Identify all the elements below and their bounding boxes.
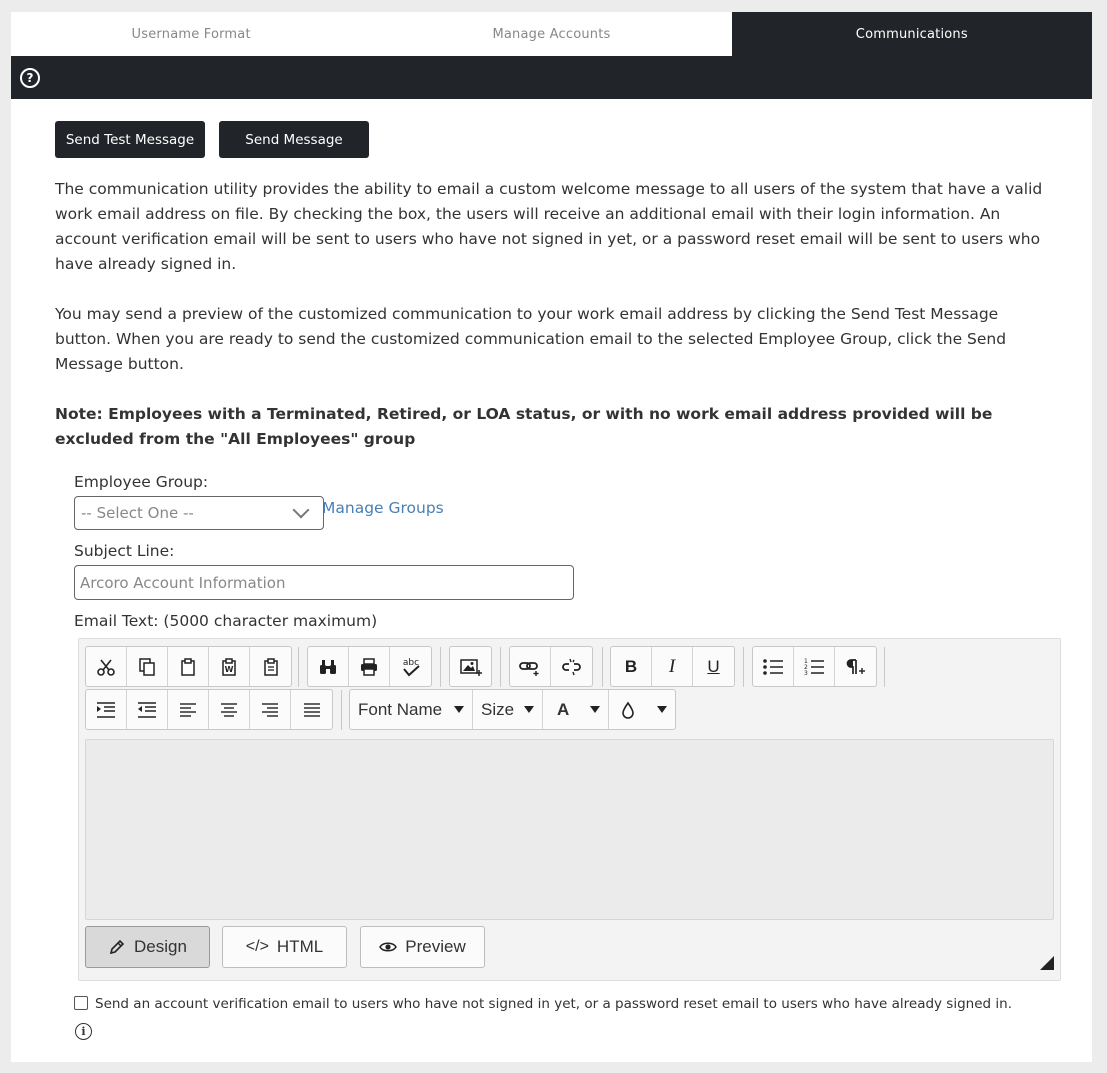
- design-mode-button[interactable]: [85, 926, 210, 968]
- align-center-icon[interactable]: [209, 690, 250, 729]
- color-drop-icon: [621, 701, 635, 719]
- preview-mode-button[interactable]: [360, 926, 485, 968]
- help-icon[interactable]: ?: [20, 68, 40, 88]
- toolbar-separator: [341, 690, 342, 730]
- email-text-label: Email Text: (5000 character maximum): [74, 612, 378, 630]
- communications-panel: [11, 12, 1092, 1062]
- insert-link-icon[interactable]: [510, 647, 551, 686]
- svg-text:2: 2: [804, 663, 808, 671]
- svg-text:3: 3: [804, 669, 808, 677]
- insert-image-icon[interactable]: [450, 647, 491, 686]
- font-toolbar-group: [349, 689, 676, 730]
- print-icon[interactable]: [349, 647, 390, 686]
- chevron-down-icon: [293, 502, 310, 519]
- tab-bar: [11, 12, 1092, 56]
- font-name-dropdown[interactable]: [350, 690, 473, 729]
- underline-icon[interactable]: U: [707, 656, 720, 676]
- tab-communications[interactable]: Communications: [732, 12, 1092, 56]
- subject-line-value: Arcoro Account Information: [80, 573, 286, 592]
- paragraph-icon[interactable]: [835, 647, 876, 686]
- align-justify-icon[interactable]: [291, 690, 332, 729]
- tab-manage-accounts[interactable]: Manage Accounts: [371, 12, 731, 56]
- toolbar-separator: [298, 647, 299, 687]
- exclusion-note: Note: Employees with a Terminated, Retired, or LOA status, or with no work email address provided will be excluded from the "All Employees" group: [55, 405, 993, 448]
- rich-text-editor: [78, 638, 1061, 981]
- dropdown-arrow-icon: [657, 706, 667, 713]
- toolbar-separator: [602, 647, 603, 687]
- paste-icon[interactable]: [168, 647, 209, 686]
- font-name-label: Font Name: [358, 699, 443, 719]
- dropdown-arrow-icon: [590, 706, 600, 713]
- html-mode-button[interactable]: [222, 926, 347, 968]
- align-left-icon[interactable]: [168, 690, 209, 729]
- indent-icon[interactable]: [86, 690, 127, 729]
- subject-line-input[interactable]: [74, 565, 574, 600]
- italic-icon[interactable]: I: [652, 647, 693, 686]
- tab-username-format[interactable]: Username Format: [11, 12, 371, 56]
- svg-text:abc: abc: [402, 657, 419, 668]
- preview-mode-label: Preview: [405, 937, 466, 956]
- clipboard-toolbar-group: [85, 646, 292, 687]
- employee-group-value: -- Select One --: [81, 504, 194, 522]
- manage-groups-link[interactable]: Manage Groups: [322, 499, 444, 517]
- toolbar-separator: [500, 647, 501, 687]
- copy-icon[interactable]: [127, 647, 168, 686]
- bulleted-list-icon[interactable]: [753, 647, 794, 686]
- html-mode-label: HTML: [276, 937, 324, 956]
- spell-check-icon[interactable]: [390, 647, 431, 686]
- font-color-icon: A: [557, 699, 570, 719]
- toolbar-separator: [884, 647, 885, 687]
- paste-from-word-icon[interactable]: [209, 647, 250, 686]
- dropdown-arrow-icon: [454, 706, 464, 713]
- numbered-list-icon[interactable]: [794, 647, 835, 686]
- help-bar: [11, 56, 1092, 99]
- align-right-icon[interactable]: [250, 690, 291, 729]
- cut-icon[interactable]: [86, 647, 127, 686]
- svg-text:1: 1: [804, 657, 808, 665]
- svg-text:W: W: [224, 664, 234, 674]
- link-toolbar-group: [509, 646, 593, 687]
- pencil-icon: [108, 938, 126, 956]
- intro-paragraph: The communication utility provides the ability to email a custom welcome message to all users of the system that have a valid work email address on file. By checking the box, the users will receive an additional email with their login information. An account verification email will be sent to users who have not signed in yet, or a password reset email will be sent to users who have already signed in.: [55, 180, 1043, 273]
- send-verification-label: Send an account verification email to users who have not signed in yet, or a password reset email to users who have already signed in.: [95, 996, 1012, 1012]
- background-color-dropdown[interactable]: [609, 690, 675, 729]
- eye-icon: [379, 940, 397, 954]
- info-icon[interactable]: i: [75, 1023, 92, 1040]
- toolbar-separator: [440, 647, 441, 687]
- bold-icon[interactable]: B: [611, 647, 652, 686]
- image-toolbar-group: [449, 646, 492, 687]
- text-style-toolbar-group: [610, 646, 735, 687]
- code-icon: </>: [245, 938, 269, 955]
- paste-plain-text-icon[interactable]: [250, 647, 291, 686]
- resize-handle[interactable]: [1040, 956, 1054, 970]
- font-size-label: Size: [481, 699, 515, 719]
- outdent-icon[interactable]: [127, 690, 168, 729]
- send-message-button[interactable]: Send Message: [219, 121, 369, 158]
- subject-line-label: Subject Line:: [74, 542, 175, 560]
- toolbar-separator: [743, 647, 744, 687]
- font-size-dropdown[interactable]: [473, 690, 543, 729]
- design-mode-label: Design: [134, 937, 187, 956]
- send-verification-checkbox[interactable]: [74, 996, 88, 1010]
- send-test-message-button[interactable]: Send Test Message: [55, 121, 205, 158]
- employee-group-label: Employee Group:: [74, 473, 209, 491]
- list-toolbar-group: [752, 646, 877, 687]
- instructions-paragraph: You may send a preview of the customized communication to your work email address by clicking the Send Test Message button. When you are ready to send the customized communication email to the selected Employee Group, click the Send Message button.: [55, 305, 1007, 373]
- font-color-dropdown[interactable]: [543, 690, 609, 729]
- dropdown-arrow-icon: [524, 706, 534, 713]
- email-text-area[interactable]: [85, 739, 1054, 920]
- tools-toolbar-group: [307, 646, 432, 687]
- alignment-toolbar-group: [85, 689, 333, 730]
- remove-link-icon[interactable]: [551, 647, 592, 686]
- find-binoculars-icon[interactable]: [308, 647, 349, 686]
- employee-group-select[interactable]: [74, 496, 324, 530]
